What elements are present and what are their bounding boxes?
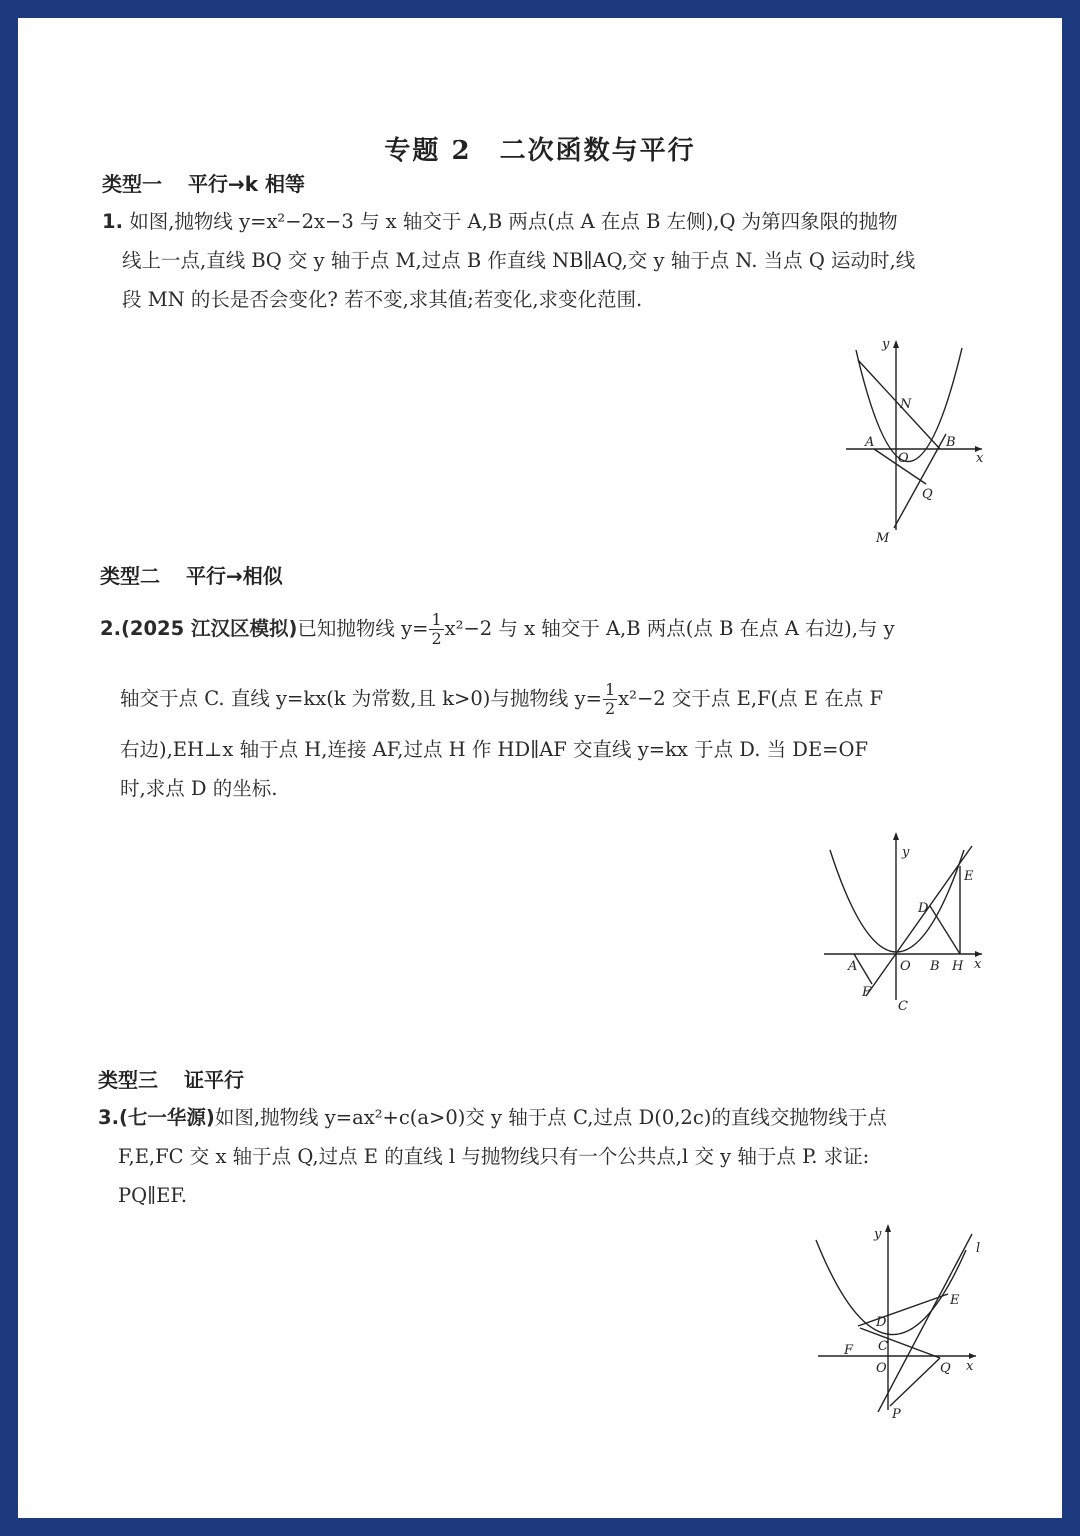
label-q: Q [922, 487, 933, 502]
label-n: N [900, 397, 912, 412]
segment-hd [930, 906, 960, 954]
fraction-one-half: $\frac{1}{2}$ [431, 610, 442, 648]
label-e: E [950, 1293, 960, 1308]
label-q: Q [940, 1361, 951, 1376]
label-c: C [878, 1339, 888, 1354]
parabola-curve [830, 850, 964, 952]
figure-2-parabola [818, 828, 990, 1014]
problem-1: 1. 如图,抛物线 y=x²−2x−3 与 x 轴交于 A,B 两点(点 A 在点 B 左侧),Q 为第四象限的抛物 线上一点,直线 BQ 交 y 轴于点 M,过点 B 作直线 NB∥AQ,交 y 轴于点 N. 当点 Q 运动时,线 段 MN 的长是否会变化? 若不变,求其值;若变化,求变化范围. [102, 210, 916, 311]
label-a: A [848, 959, 858, 974]
page-title: 专题 2 二次函数与平行 [384, 136, 696, 166]
label-e: E [964, 869, 974, 884]
label-a: A [865, 435, 875, 450]
label-d: D [918, 901, 929, 916]
problem-2: 2.(2025 江汉区模拟)已知抛物线 y= $\frac{1}{2}$ x²−2 与 x 轴交于 A,B 两点(点 B 在点 A 右边),与 y 轴交于点 C. 直线 y=kx(k 为常数,且 k>0)与抛物线 y= $\frac{1}{2}$ x²−2 交于点 E,F(点 E 在点 F 右边),EH⊥x 轴于点 H,连接 AF,过点 H 作 HD∥AF 交直线 y=kx 于点 D. 当 DE=OF 时,求点 D 的坐标. [100, 610, 895, 800]
label-o: O [876, 1361, 887, 1376]
figure-1-parabola [838, 336, 988, 546]
label-d: D [876, 1315, 887, 1330]
segment-fq [860, 1328, 940, 1358]
label-y: y [902, 845, 910, 860]
label-x: x [966, 1359, 974, 1374]
section-heading-2: 类型二 平行→相似 [100, 564, 283, 588]
label-o: O [898, 451, 909, 466]
label-f: F [862, 985, 872, 1000]
label-x: x [974, 957, 982, 972]
label-b: B [930, 959, 940, 974]
label-y: y [882, 337, 890, 352]
label-h: H [952, 959, 964, 974]
label-p: P [892, 1407, 901, 1422]
label-c: C [898, 999, 908, 1014]
label-l: l [976, 1241, 981, 1256]
label-f: F [844, 1343, 854, 1358]
section-heading-3: 类型三 证平行 [98, 1068, 244, 1092]
line-fe [858, 1294, 948, 1326]
label-y: y [874, 1227, 882, 1242]
segment-pq [890, 1358, 940, 1406]
label-x: x [976, 451, 984, 466]
worksheet-page [18, 18, 1062, 1518]
section-heading-1: 类型一 平行→k 相等 [102, 172, 306, 196]
problem-3: 3.(七一华源)如图,抛物线 y=ax²+c(a>0)交 y 轴于点 C,过点 D(0,2c)的直线交抛物线于点 F,E,FC 交 x 轴于点 Q,过点 E 的直线 l 与抛物线只有一个公共点,l 交 y 轴于点 P. 求证: PQ∥EF. [98, 1106, 887, 1207]
label-b: B [946, 435, 956, 450]
line-l-tangent [878, 1234, 972, 1412]
label-o: O [900, 959, 911, 974]
label-m: M [876, 531, 890, 546]
fraction-one-half-2: $\frac{1}{2}$ [604, 680, 616, 718]
figure-3-parabola [810, 1220, 986, 1422]
line-bq [894, 434, 946, 528]
